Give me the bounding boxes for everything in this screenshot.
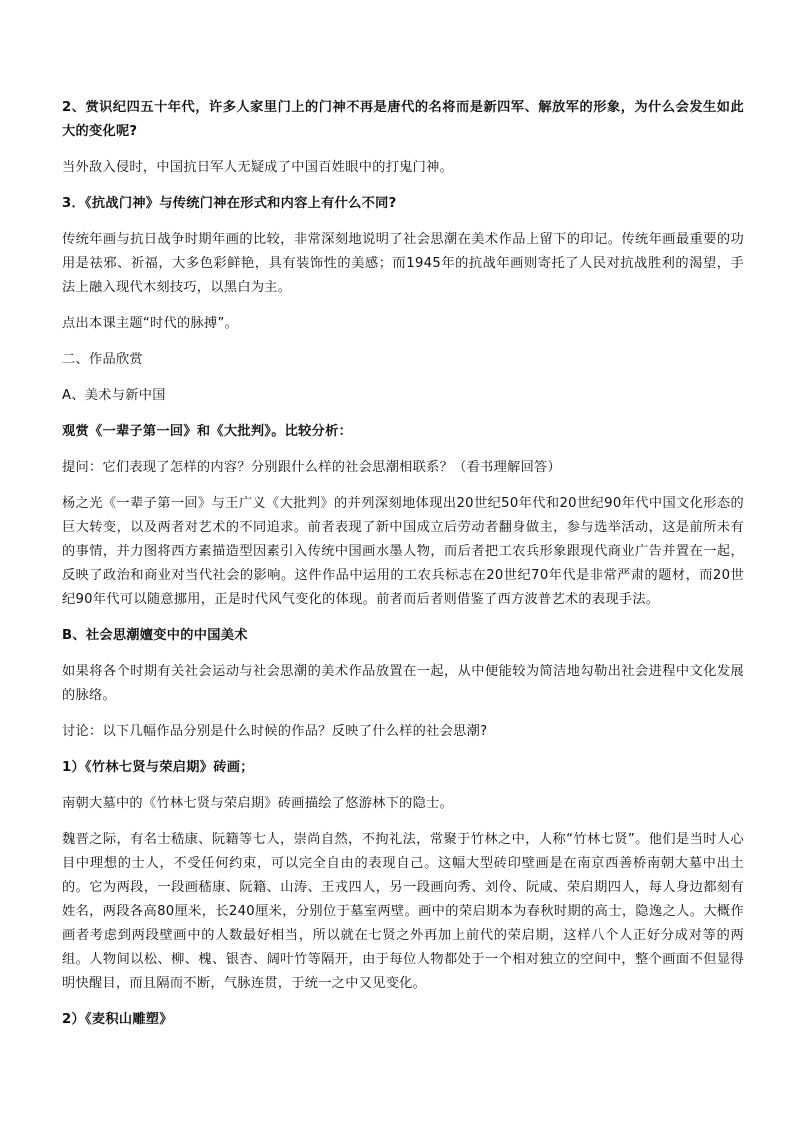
question-2-answer: 当外敌入侵时，中国抗日军人无疑成了中国百姓眼中的打鬼门神。: [62, 160, 454, 175]
section-2-heading: 二、作品欣赏: [62, 352, 143, 367]
question-3-heading: 3．《抗战门神》与传统门神在形式和内容上有什么不同?: [62, 196, 397, 211]
question-prompt: 提问：它们表现了怎样的内容？分别跟什么样的社会思潮相联系？（看书理解回答）: [62, 460, 562, 475]
document-page: [62, 96, 744, 1044]
work-1-summary: 南朝大墓中的《竹林七贤与荣启期》砖画描绘了悠游林下的隐士。: [62, 796, 454, 811]
compare-works-heading: 观赏《一辈子第一回》和《大批判》。比较分析：: [62, 424, 353, 439]
section-a-heading: A、美术与新中国: [62, 388, 166, 403]
work-1-heading: 1）《竹林七贤与荣启期》砖画；: [62, 760, 254, 775]
discussion-prompt: 讨论：以下几幅作品分别是什么时候的作品？反映了什么样的社会思潮?: [62, 724, 488, 739]
work-1-description: 魏晋之际，有名士嵇康、阮籍等七人，崇尚自然，不拘礼法，常聚于竹林之中，人称“竹林七贤”。他们是当时人心目中理想的士人，不受任何约束，可以完全自由的表现自己。这幅大型砖印壁画是在南京西善桥南朝大墓中出土的。它为两段，一段画嵇康、阮籍、山涛、王戎四人，另一段画向秀、刘伶、阮咸、荣启期四人，每人身边都刻有姓名，两段各高80厘米，长240厘米，分别位于墓室两壁。画中的荣启期本为春秋时期的高士，隐逸之人。大概作画者考虑到两段壁画中的人数最好相当，所以就在七贤之外再加上前代的荣启期，这样八个人正好分成对等的两组。人物间以松、柳、槐、银杏、阔叶竹等隔开，由于每位人物都处于一个相对独立的空间中，整个画面不但显得明快醒目，而且隔而不断，气脉连贯，于统一之中又见变化。: [62, 832, 744, 991]
analysis-paragraph: 杨之光《一辈子第一回》与王广义《大批判》的并列深刻地体现出20世纪50年代和20世纪90年代中国文化形态的巨大转变，以及两者对艺术的不同追求。前者表现了新中国成立后劳动者翻身做主，参与选举活动，这是前所未有的事情，并力图将西方素描造型因素引入传统中国画水墨人物，而后者把工农兵形象跟现代商业广告并置在一起，反映了政治和商业对当代社会的影响。这件作品中运用的工农兵标志在20世纪70年代是非常严肃的题材，而20世纪90年代可以随意挪用，正是时代风气变化的体现。前者而后者则借鉴了西方波普艺术的表现手法。: [62, 496, 744, 607]
question-3-answer: 传统年画与抗日战争时期年画的比较，非常深刻地说明了社会思潮在美术作品上留下的印记。传统年画最重要的功用是祛邪、祈福，大多色彩鲜艳，具有装饰性的美感；而1945年的抗战年画则寄托了人民对抗战胜利的渴望，手法上融入现代木刻技巧，以黑白为主。: [62, 232, 744, 295]
work-2-heading: 2）《麦积山雕塑》: [62, 1012, 173, 1027]
section-b-intro: 如果将各个时期有关社会运动与社会思潮的美术作品放置在一起，从中便能较为简洁地勾勒出社会进程中文化发展的脉络。: [62, 664, 744, 703]
lesson-theme-line: 点出本课主题“时代的脉搏”。: [62, 316, 239, 331]
section-b-heading: B、社会思潮嬗变中的中国美术: [62, 628, 248, 643]
question-2-heading: 2、赏识纪四五十年代，许多人家里门上的门神不再是唐代的名将而是新四军、解放军的形象，为什么会发生如此大的变化呢?: [62, 100, 744, 139]
